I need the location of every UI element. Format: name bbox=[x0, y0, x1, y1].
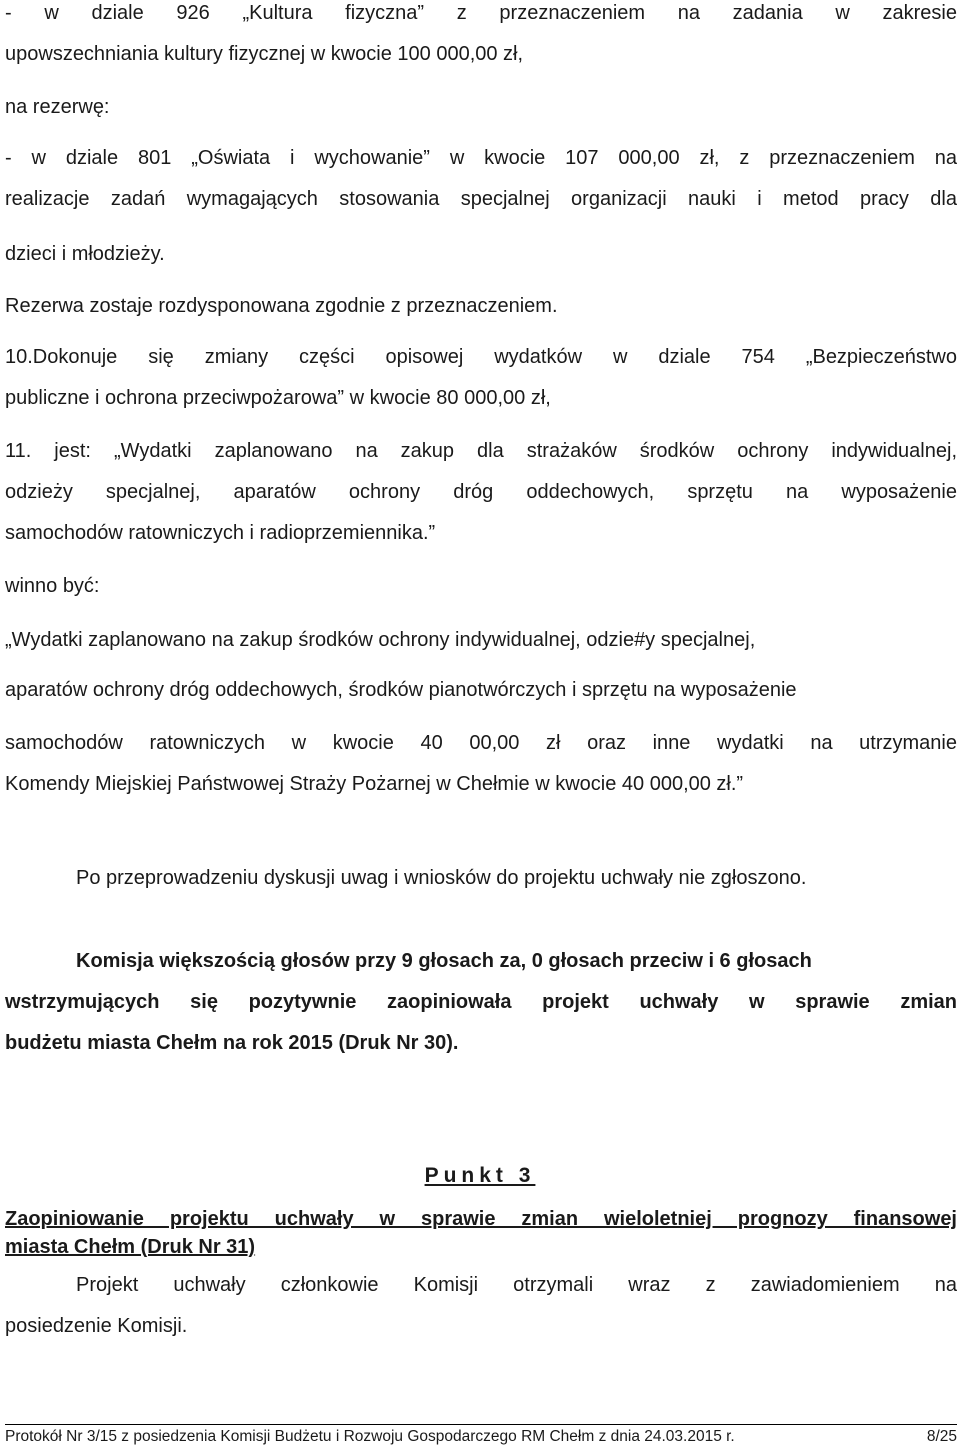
text-line: posiedzenie Komisji. bbox=[5, 1315, 188, 1337]
text-line: aparatów ochrony dróg oddechowych, środków pianotwórczych i sprzętu na wyposażenie bbox=[5, 679, 797, 701]
text-line: Po przeprowadzeniu dyskusji uwag i wniosków do projektu uchwały nie zgłoszono. bbox=[76, 867, 807, 889]
text-line: - w dziale 801 „Oświata i wychowanie” w kwocie 107 000,00 zł, z przeznaczeniem na bbox=[5, 147, 957, 169]
text-line: 11. jest: „Wydatki zaplanowano na zakup dla strażaków środków ochrony indywidualnej, bbox=[5, 440, 957, 462]
text-line: 10.Dokonuje się zmiany części opisowej wydatków w dziale 754 „Bezpieczeństwo bbox=[5, 346, 957, 368]
text-line: samochodów ratowniczych w kwocie 40 00,00 zł oraz inne wydatki na utrzymanie bbox=[5, 732, 957, 754]
text-line: winno być: bbox=[5, 575, 100, 597]
text-line: „Wydatki zaplanowano na zakup środków ochrony indywidualnej, odzie#y specjalnej, bbox=[5, 629, 756, 651]
text-line: samochodów ratowniczych i radioprzemiennika.” bbox=[5, 522, 436, 544]
agenda-title: Zaopiniowanie projektu uchwały w sprawie zmian wieloletniej prognozy finansowej bbox=[5, 1208, 957, 1230]
text-line: Projekt uchwały członkowie Komisji otrzymali wraz z zawiadomieniem na bbox=[76, 1274, 957, 1296]
text-line: realizacje zadań wymagających stosowania specjalnej organizacji nauki i metod pracy dla bbox=[5, 188, 957, 210]
text-line: na rezerwę: bbox=[5, 96, 110, 118]
page-number: 8/25 bbox=[926, 1428, 957, 1445]
footer-text: Protokół Nr 3/15 z posiedzenia Komisji Budżetu i Rozwoju Gospodarczego RM Chełm z dnia 24.03.2015 r. bbox=[5, 1428, 735, 1445]
text-line: dzieci i młodzieży. bbox=[5, 243, 165, 265]
text-line: Rezerwa zostaje rozdysponowana zgodnie z przeznaczeniem. bbox=[5, 295, 558, 317]
footer-rule bbox=[5, 1424, 957, 1425]
text-line: - w dziale 926 „Kultura fizyczna” z przeznaczeniem na zadania w zakresie bbox=[5, 2, 957, 24]
text-line: wstrzymujących się pozytywnie zaopiniowała projekt uchwały w sprawie zmian bbox=[5, 991, 957, 1013]
text-line: Komendy Miejskiej Państwowej Straży Pożarnej w Chełmie w kwocie 40 000,00 zł.” bbox=[5, 773, 744, 795]
section-heading: Punkt 3 bbox=[424, 1164, 536, 1187]
text-line: odzieży specjalnej, aparatów ochrony dróg oddechowych, sprzętu na wyposażenie bbox=[5, 481, 957, 503]
text-line: upowszechniania kultury fizycznej w kwocie 100 000,00 zł, bbox=[5, 43, 524, 65]
text-line: publiczne i ochrona przeciwpożarowa” w kwocie 80 000,00 zł, bbox=[5, 387, 551, 409]
agenda-title: miasta Chełm (Druk Nr 31) bbox=[5, 1236, 256, 1258]
text-line: Komisja większością głosów przy 9 głosach za, 0 głosach przeciw i 6 głosach bbox=[76, 950, 812, 972]
text-line: budżetu miasta Chełm na rok 2015 (Druk Nr 30). bbox=[5, 1032, 459, 1054]
